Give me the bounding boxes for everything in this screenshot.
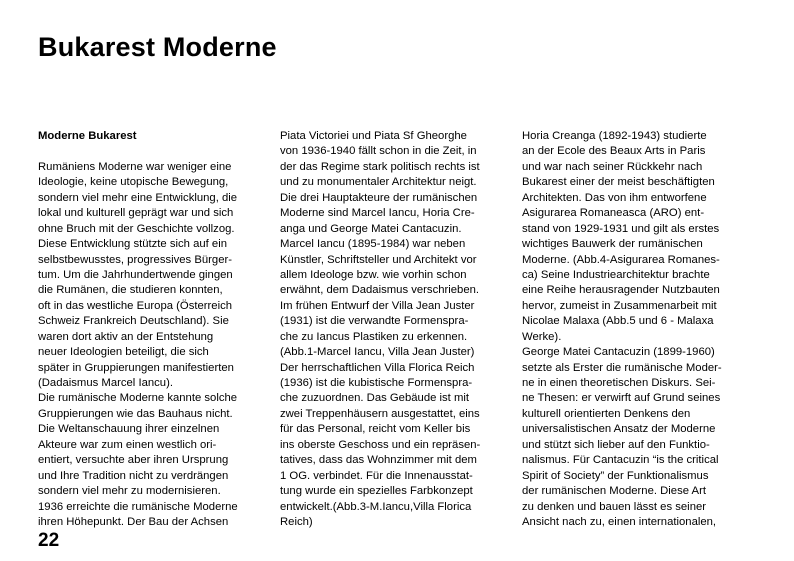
- text-line: Ansicht nach zu, einen internationalen,: [522, 515, 717, 528]
- text-line: Asigurarea Romaneasca (ARO) ent-: [522, 207, 705, 220]
- text-line: und zu monumentaler Architektur neigt.: [280, 176, 477, 189]
- text-line: Nicolae Malaxa (Abb.5 und 6 - Malaxa: [522, 315, 714, 328]
- text-line: nalismus. Für Cantacuzin “is the critical: [522, 454, 719, 467]
- text-line: für das Personal, reicht vom Keller bis: [280, 423, 471, 436]
- text-line: an der Ecole des Beaux Arts in Paris: [522, 145, 706, 158]
- text-line: selbstbewusstes, progressives Bürger-: [38, 253, 233, 266]
- text-line: Künstler, Schriftsteller und Architekt vor: [280, 253, 477, 266]
- text-line: die Rumänen, die studieren konnten,: [38, 284, 223, 297]
- text-line: 1 OG. verbindet. Für die Innenausstat-: [280, 469, 473, 482]
- text-line: Moderne. (Abb.4-Asigurarea Romanes-: [522, 253, 720, 266]
- text-line: und war nach seiner Rückkehr nach: [522, 160, 703, 173]
- text-line: Architekten. Das von ihm entworfene: [522, 191, 707, 204]
- text-line: Schweiz Frankreich Deutschland). Sie: [38, 315, 229, 328]
- page-number: 22: [38, 530, 60, 551]
- column-1-text: [38, 160, 260, 531]
- text-line: Im frühen Entwurf der Villa Jean Juster: [280, 299, 475, 312]
- text-line: erwähnt, dem Dadaismus verschrieben.: [280, 284, 480, 297]
- text-line: neuer Ideologien beteiligt, die sich: [38, 346, 209, 359]
- text-line: sondern viel mehr zu modernisieren.: [38, 485, 221, 498]
- text-line: und Ihre Tradition nicht zu verdrängen: [38, 469, 229, 482]
- text-line: tum. Um die Jahrhundertwende gingen: [38, 268, 233, 281]
- text-line: später in Gruppierungen manifestierten: [38, 361, 234, 374]
- text-line: der rumänischen Moderne. Diese Art: [522, 485, 706, 498]
- text-line: che zuzuordnen. Das Gebäude ist mit: [280, 392, 470, 405]
- text-line: Horia Creanga (1892-1943) studierte: [522, 130, 707, 142]
- column-2-text: [280, 129, 502, 530]
- text-line: entwickelt.(Abb.3-M.Iancu,Villa Florica: [280, 500, 472, 513]
- paragraph-spacer: [38, 144, 260, 159]
- text-line: entiert, versuchte aber ihren Ursprung: [38, 454, 229, 467]
- text-line: Die rumänische Moderne kannte solche: [38, 392, 238, 405]
- text-line: zu denken und bauen lässt es seiner: [522, 500, 707, 513]
- text-line: Diese Entwicklung stützte sich auf ein: [38, 238, 228, 251]
- text-line: tung wurde ein spezielles Farbkonzept: [280, 485, 473, 498]
- text-line: Bukarest einer der meist beschäftigten: [522, 176, 715, 189]
- text-line: lokal und kulturell geprägt war und sich: [38, 207, 234, 220]
- text-line: Piata Victoriei und Piata Sf Gheorghe: [280, 130, 467, 142]
- text-column-2: [280, 129, 502, 530]
- column-3-text: [522, 129, 744, 530]
- text-line: Reich): [280, 515, 313, 528]
- page-title: Bukarest Moderne: [38, 32, 277, 62]
- text-line: (1931) ist die verwandte Formenspra-: [280, 315, 469, 328]
- text-line: Die Weltanschauung ihrer einzelnen: [38, 423, 220, 436]
- text-line: universalistischen Ansatz der Moderne: [522, 423, 716, 436]
- text-line: anga und George Matei Cantacuzin.: [280, 222, 462, 235]
- text-line: sondern viel mehr eine Entwicklung, die: [38, 191, 238, 204]
- text-line: der das Regime stark politisch rechts ist: [280, 160, 480, 173]
- text-line: allem Ideologe bzw. wie vorhin schon: [280, 268, 467, 281]
- text-line: ins oberste Geschoss und ein repräsen-: [280, 438, 481, 451]
- text-line: Werke).: [522, 330, 562, 343]
- text-line: 1936 erreichte die rumänische Moderne: [38, 500, 238, 513]
- text-line: Der herrschaftlichen Villa Florica Reich: [280, 361, 475, 374]
- text-line: eine Reihe herausragender Nutzbauten: [522, 284, 720, 297]
- text-line: ca) Seine Industriearchitektur brachte: [522, 268, 710, 281]
- text-line: Akteure war zum einen westlich ori-: [38, 438, 217, 451]
- text-line: Rumäniens Moderne war weniger eine: [38, 160, 232, 173]
- text-line: oft in das westliche Europa (Österreich: [38, 299, 233, 312]
- text-line: waren dort aktiv an der Entstehung: [38, 330, 214, 343]
- text-line: wichtiges Bauwerk der rumänischen: [522, 238, 703, 251]
- text-line: von 1936-1940 fällt schon in die Zeit, in: [280, 145, 477, 158]
- text-line: che zu Iancus Plastiken zu erkennen.: [280, 330, 468, 343]
- text-line: hervor, zumeist in Zusammenarbeit mit: [522, 299, 717, 312]
- text-line: Moderne sind Marcel Iancu, Horia Cre-: [280, 207, 475, 220]
- text-line: George Matei Cantacuzin (1899-1960): [522, 346, 715, 359]
- text-line: Gruppierungen wie das Bauhaus nicht.: [38, 407, 233, 420]
- text-line: ne Thesen: er verwirft auf Grund seines: [522, 392, 721, 405]
- text-line: Ideologie, keine utopische Bewegung,: [38, 176, 229, 189]
- text-line: stand von 1929-1931 und gilt als erstes: [522, 222, 720, 235]
- text-line: ohne Bruch mit der Geschichte vollzog.: [38, 222, 235, 235]
- text-line: Spirit of Society” der Funktionalismus: [522, 469, 709, 482]
- text-line: Die drei Hauptakteure der rumänischen: [280, 191, 478, 204]
- text-line: (1936) ist die kubistische Formenspra-: [280, 377, 473, 389]
- text-column-3: [522, 129, 744, 530]
- text-line: kulturell orientierten Denkens den: [522, 407, 691, 420]
- text-line: zwei Treppenhäusern ausgestattet, eins: [280, 407, 480, 420]
- text-column-1: [38, 129, 260, 530]
- text-line: Marcel Iancu (1895-1984) war neben: [280, 238, 466, 251]
- text-line: ihren Höhepunkt. Der Bau der Achsen: [38, 515, 229, 528]
- text-line: tatives, dass das Wohnzimmer mit dem: [280, 454, 477, 467]
- text-line: und stützt sich lieber auf den Funktio-: [522, 438, 710, 451]
- text-line: (Abb.1-Marcel Iancu, Villa Jean Juster): [280, 346, 475, 359]
- text-line: (Dadaismus Marcel Iancu).: [38, 377, 173, 389]
- section-heading: Moderne Bukarest: [38, 130, 137, 142]
- text-line: ne in einen theoretischen Diskurs. Sei-: [522, 377, 716, 389]
- text-line: setzte als Erster die rumänische Moder-: [522, 361, 722, 374]
